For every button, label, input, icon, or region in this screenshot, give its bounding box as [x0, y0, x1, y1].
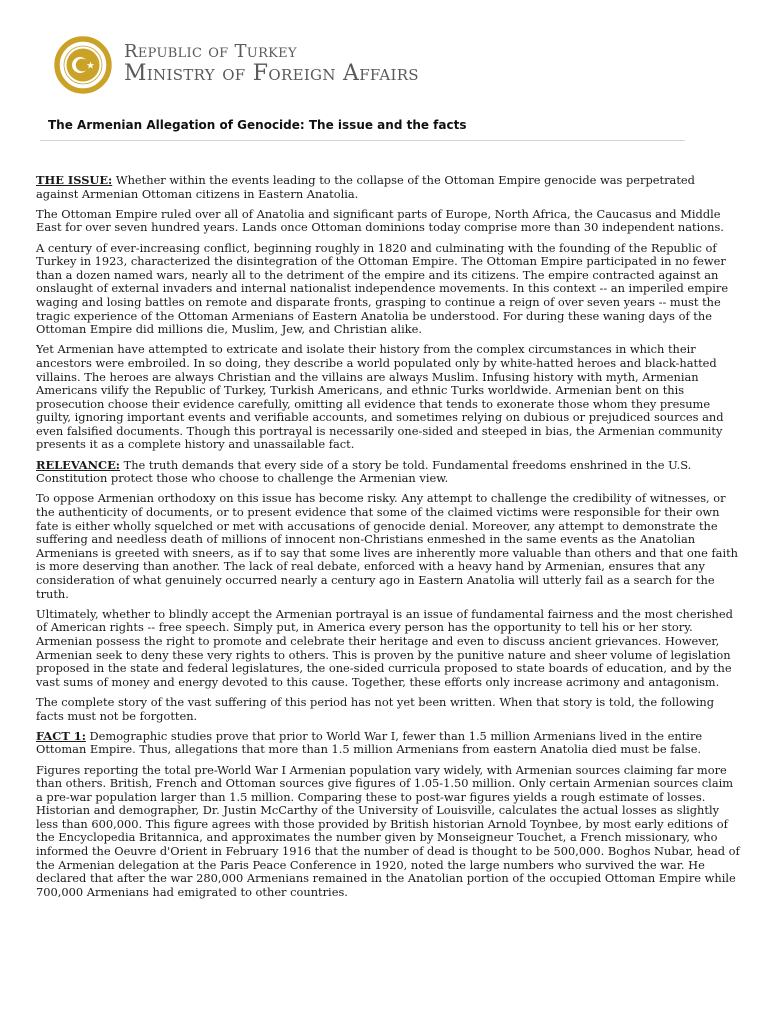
paragraph-issue [36, 174, 740, 201]
section-label-relevance: RELEVANCE: [36, 457, 120, 472]
paragraph: The complete story of the vast suffering of this period has not yet been written. When that story is told, the following facts must not be forgotten. [36, 694, 714, 723]
paragraph-text: Whether within the events leading to the collapse of the Ottoman Empire genocide was perpetrated against Armenian Ottoman citizens in Eastern Anatolia. [36, 173, 695, 201]
section-label-fact-1: FACT 1: [36, 728, 86, 743]
section-label-issue: THE ISSUE: [36, 173, 113, 187]
header-divider [40, 140, 685, 141]
paragraph: A century of ever-increasing conflict, beginning roughly in 1820 and culminating with the founding of the Republic of Turkey in 1923, characterized the disintegration of the Ottoman Empire. The Ottoman Empire participated in no fewer than a dozen named wars, nearly all to the detriment of the empire and its citizens. The empire contracted against an onslaught of external invaders and internal nationalist independence movements. In this context -- an imperiled empire waging and losing battles on remote and disparate fronts, grasping to continue a reign of over seven years -- must the tragic experience of the Ottoman Armenians of Eastern Anatolia be understood. For during these waning days of the Ottoman Empire did millions die, Muslim, Jew, and Christian alike. [36, 240, 729, 337]
organization-name [124, 42, 419, 86]
paragraph: Ultimately, whether to blindly accept the Armenian portrayal is an issue of fundamental fairness and the most cherished of American rights -- free speech. Simply put, in America every person has the opportunity to tell his or her story. Armenian possess the right to promote and celebrate their heritage and even to discuss ancient grievances. However, Armenian seek to deny these very rights to others. This is proven by the punitive nature and sheer volume of legislation proposed in the state and federal legislatures, the one-sided curricula proposed to state boards of education, and by the vast sums of money and energy devoted to this cause. Together, these efforts only increase acrimony and antagonism. [36, 606, 733, 689]
org-ministry: Ministry of Foreign Affairs [124, 61, 419, 86]
document-body [36, 174, 740, 906]
paragraph-text: The truth demands that every side of a story be told. Fundamental freedoms enshrined in the U.S. Constitution protect those who choose to challenge the Armenian view. [36, 457, 692, 486]
paragraph: Figures reporting the total pre-World War I Armenian population vary widely, with Armenian sources claiming far more than others. British, French and Ottoman sources give figures of 1.05-1.50 million. Only certain Armenian sources claim a pre-war population larger than 1.5 million. Comparing these to post-war figures yields a rough estimate of losses. Historian and demographer, Dr. Justin McCarthy of the University of Louisville, calculates the actual losses as slightly less than 600,000. This figure agrees with those provided by British historian Arnold Toynbee, by most early editions of the Encyclopedia Britannica, and approximates the number given by Monseigneur Touchet, a French missionary, who informed the Oeuvre d'Orient in February 1916 that the number of dead is thought to be 500,000. Boghos Nubar, head of the Armenian delegation at the Paris Peace Conference in 1920, noted the large numbers who survived the war. He declared that after the war 280,000 Armenians remained in the Anatolian portion of the occupied Ottoman Empire while 700,000 Armenians had emigrated to other countries. [36, 762, 740, 899]
paragraph-relevance [36, 459, 740, 486]
document-title: The Armenian Allegation of Genocide: The issue and the facts [48, 118, 467, 132]
paragraph-text: Demographic studies prove that prior to World War I, fewer than 1.5 million Armenians lived in the entire Ottoman Empire. Thus, allegations that more than 1.5 million Armenians from eastern Anatolia died must be false. [36, 728, 703, 757]
paragraph: Yet Armenian have attempted to extricate and isolate their history from the complex circumstances in which their ancestors were embroiled. In so doing, they describe a world populated only by white-hatted heroes and black-hatted villains. The heroes are always Christian and the villains are always Muslim. Infusing history with myth, Armenian Americans vilify the Republic of Turkey, Turkish Americans, and ethnic Turks worldwide. Armenian bent on this prosecution choose their evidence carefully, omitting all evidence that tends to exonerate those whom they presume guilty, ignoring important events and verifiable accounts, and sometimes relying on dubious or prejudiced sources and even falsified documents. Though this portrayal is necessarily one-sided and steeped in bias, the Armenian community presents it as a complete history and unassailable fact. [36, 342, 724, 452]
paragraph: To oppose Armenian orthodoxy on this issue has become risky. Any attempt to challenge the credibility of witnesses, or the authenticity of documents, or to present evidence that some of the claimed victims were responsible for their own fate is either wholly squelched or met with accusations of genocide denial. Moreover, any attempt to demonstrate the suffering and needless death of millions of innocent non-Christians enmeshed in the same events as the Anatolian Armenians is greeted with sneers, as if to say that some lives are inherently more valuable than others and that one faith is more deserving than another. The lack of real debate, enforced with a heavy hand by Armenian, ensures that any consideration of what genuinely occurred nearly a century ago in Eastern Anatolia will utterly fail as a search for the truth. [36, 491, 739, 601]
paragraph: The Ottoman Empire ruled over all of Anatolia and significant parts of Europe, North Africa, the Caucasus and Middle East for over seven hundred years. Lands once Ottoman dominions today comprise more than 30 independent nations. [36, 206, 724, 235]
paragraph-fact-1 [36, 730, 740, 757]
ministry-seal-logo [54, 36, 112, 94]
letterhead [54, 36, 694, 96]
org-country: Republic of Turkey [124, 41, 297, 62]
